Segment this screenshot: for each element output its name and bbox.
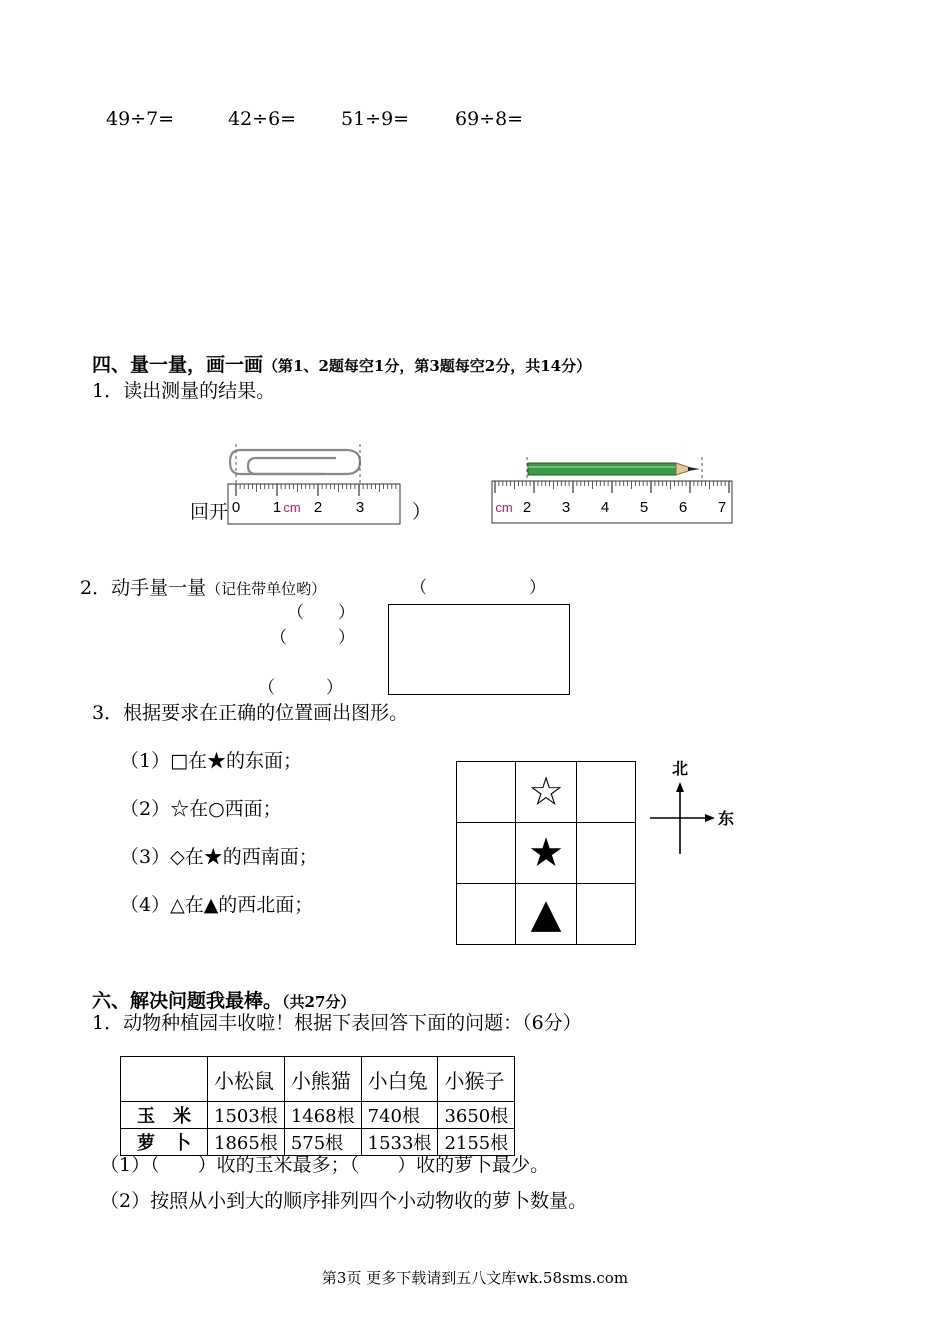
table-row [121,1102,515,1129]
table-header-cell: 小猴子 [438,1057,515,1102]
section6-heading: 六、解决问题我最棒。 [92,990,283,1012]
grid-cell[interactable] [457,823,516,884]
pencil-icon [528,463,700,475]
grid-cell[interactable] [576,823,635,884]
ruler2-label-5: 5 [639,499,649,516]
section6-sub1: （1）（ ）收的玉米最多；（ ）收的萝卜最少。 [100,1154,550,1176]
harvest-table [120,1056,515,1156]
ruler2-label-6: 6 [678,499,688,516]
ruler1-label-2: 2 [313,499,323,516]
section4-q2 [80,573,326,600]
solid-triangle-icon: ▲ [530,891,562,937]
blank-2[interactable]: （ ） [270,628,355,648]
compass-north: 北 [672,759,689,778]
measure-rectangle [388,604,570,695]
ruler1-label-3: 3 [355,499,365,516]
table-cell: 1503根 [208,1102,285,1129]
task-2: （2）☆在○西面； [120,798,282,820]
q2-note: （记住带单位哟） [206,580,327,598]
section4-heading: 四、量一量，画一画 [92,354,264,376]
division-problem-3: 51÷9= [341,108,410,130]
section4-points: （第1、2题每空1分，第3题每空2分，共14分） [263,357,592,375]
ruler2-label-2: 2 [522,499,532,516]
paperclip-icon [230,450,360,474]
grid-cell[interactable] [457,884,516,945]
q2-text: 2．动手量一量 [80,577,207,599]
table-header-cell [121,1057,208,1102]
section6-points: （共27分） [282,993,356,1011]
ruler1-label-0: 0 [231,499,241,516]
ruler1-label-1: 1 [272,499,282,516]
position-grid [456,761,636,945]
task-4: （4）△在▲的西北面； [120,894,314,916]
grid-cell[interactable] [576,884,635,945]
table-cell: 萝 卜 [121,1129,208,1156]
section6-q1: 1．动物种植园丰收啦！根据下表回答下面的问题：（6分） [92,1012,582,1034]
ruler2-label-3: 3 [561,499,571,516]
table-cell: 740根 [361,1102,438,1129]
hollow-star-icon: ☆ [528,769,564,815]
compass-east: 东 [718,809,735,828]
compass-icon [646,780,716,860]
blank-1[interactable]: （ ） [287,603,355,623]
ruler1-figure [226,440,401,530]
division-problem-1: 49÷7= [106,108,175,130]
section4-q3: 3．根据要求在正确的位置画出图形。 [92,702,409,724]
division-problem-4: 69÷8= [455,108,524,130]
table-header-cell: 小白兔 [361,1057,438,1102]
blank-3[interactable]: （ ） [258,678,343,698]
grid-cell [516,823,576,884]
section6-sub2: （2）按照从小到大的顺序排列四个小动物收的萝卜数量。 [100,1190,588,1212]
ruler1-blank-close: ） [412,501,432,523]
table-cell: 575根 [284,1129,361,1156]
table-cell: 2155根 [438,1129,515,1156]
table-cell: 1865根 [208,1129,285,1156]
table-cell: 1468根 [284,1102,361,1129]
blank-top[interactable]: （ ） [410,578,546,598]
table-header-cell: 小熊猫 [284,1057,361,1102]
division-problem-2: 42÷6= [228,108,297,130]
table-header-row [121,1057,515,1102]
grid-cell[interactable] [576,762,635,823]
ruler2-label-4: 4 [600,499,610,516]
table-header-cell: 小松鼠 [208,1057,285,1102]
table-cell: 3650根 [438,1102,515,1129]
table-cell: 1533根 [361,1129,438,1156]
grid-cell[interactable] [457,762,516,823]
ruler2-unit: cm [495,500,513,515]
page-footer: 第3页 更多下载请到五八文库wk.58sms.com [321,1269,629,1287]
ruler1-prefix: 回开 [190,501,229,523]
section4-q1: 1．读出测量的结果。 [92,380,276,402]
ruler2-label-7: 7 [717,499,727,516]
solid-star-icon: ★ [528,830,564,876]
table-cell: 玉 米 [121,1102,208,1129]
section4-heading-line [92,350,591,377]
ruler2-figure [490,455,735,530]
task-1: （1）□在★的东面； [120,750,303,772]
ruler1-unit: cm [283,500,301,515]
grid-cell [516,762,576,823]
grid-cell [516,884,576,945]
task-3: （3）◇在★的西南面； [120,846,318,868]
